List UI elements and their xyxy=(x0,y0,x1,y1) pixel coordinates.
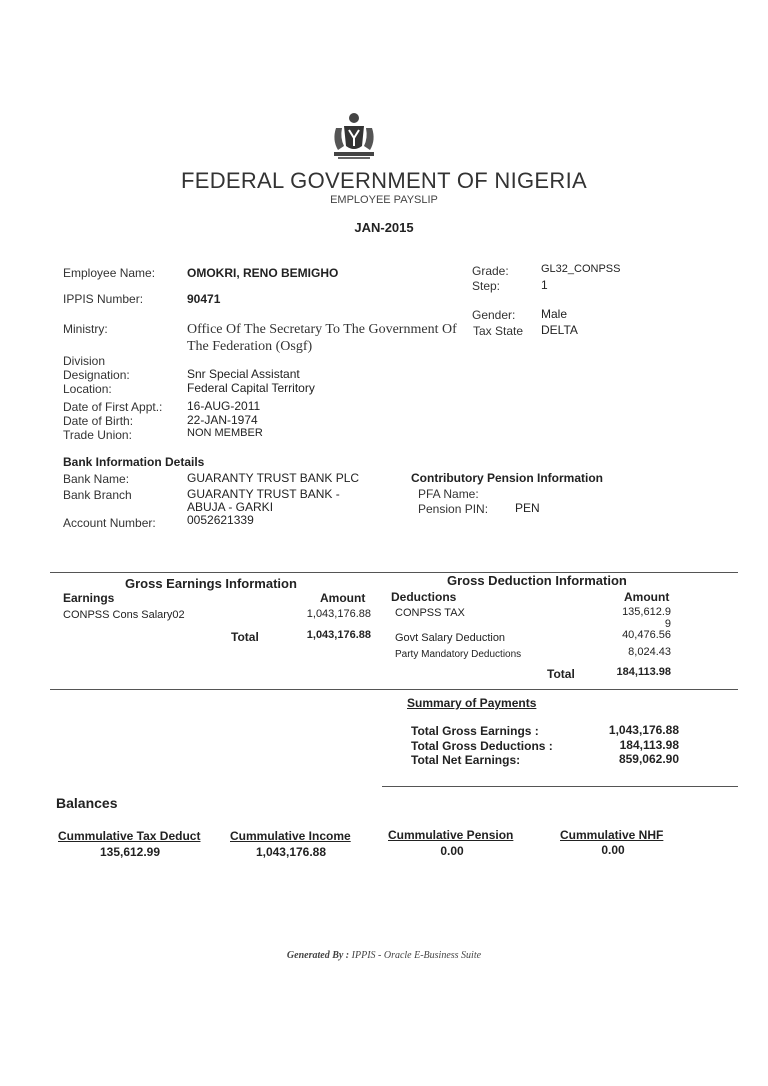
ministry-value-line1: Office Of The Secretary To The Government Of xyxy=(187,322,457,337)
trade-union-value: NON MEMBER xyxy=(187,427,263,439)
cumulative-income-value: 1,043,176.88 xyxy=(255,845,327,859)
grade-label: Grade: xyxy=(472,264,509,278)
cumulative-income-label: Cummulative Income xyxy=(230,829,351,843)
earning-item-amount: 1,043,176.88 xyxy=(306,608,371,620)
location-value: Federal Capital Territory xyxy=(187,381,315,395)
trade-union-label: Trade Union: xyxy=(63,428,132,442)
date-of-birth-label: Date of Birth: xyxy=(63,414,134,428)
deductions-section-title: Gross Deduction Information xyxy=(447,573,627,588)
total-net-earnings-value: 859,062.90 xyxy=(618,752,679,766)
document-type: EMPLOYEE PAYSLIP xyxy=(330,194,438,206)
divider xyxy=(50,689,738,690)
deductions-total-label: Total xyxy=(547,667,575,681)
bank-section-title: Bank Information Details xyxy=(63,455,205,469)
pfa-name-label: PFA Name: xyxy=(418,487,479,501)
first-appointment-label: Date of First Appt.: xyxy=(63,400,163,414)
account-number-label: Account Number: xyxy=(63,516,156,530)
page-title: FEDERAL GOVERNMENT OF NIGERIA xyxy=(181,168,587,193)
earnings-amount-column-header: Amount xyxy=(320,591,366,605)
deductions-amount-column-header: Amount xyxy=(624,590,670,604)
grade-value: GL32_CONPSS xyxy=(541,263,621,275)
total-net-earnings-label: Total Net Earnings: xyxy=(411,753,521,767)
cumulative-nhf-value: 0.00 xyxy=(601,843,625,857)
cumulative-tax-value: 135,612.99 xyxy=(99,845,161,859)
total-gross-deductions-label: Total Gross Deductions : xyxy=(411,739,553,753)
earnings-total-label: Total xyxy=(231,630,259,644)
deductions-total-value: 184,113.98 xyxy=(616,666,671,678)
divider xyxy=(50,572,738,573)
total-gross-deductions-value: 184,113.98 xyxy=(619,738,679,752)
ministry-value-line2: The Federation (Osgf) xyxy=(187,339,313,354)
generated-by-source: IPPIS - Oracle E-Business Suite xyxy=(349,950,482,961)
gender-label: Gender: xyxy=(472,308,516,322)
coat-of-arms-emblem xyxy=(326,110,382,162)
cumulative-nhf-label: Cummulative NHF xyxy=(560,828,664,842)
generated-by-footer xyxy=(0,950,768,961)
bank-branch-label: Bank Branch xyxy=(63,488,132,502)
deduction-item-amount: 135,612.9 xyxy=(622,606,671,618)
earnings-section-title: Gross Earnings Information xyxy=(125,576,297,591)
total-gross-earnings-value: 1,043,176.88 xyxy=(608,723,679,737)
designation-label: Designation: xyxy=(63,368,130,382)
bank-name-value: GUARANTY TRUST BANK PLC xyxy=(187,471,360,485)
division-label: Division xyxy=(63,354,106,368)
tax-state-label: Tax State xyxy=(473,324,524,338)
account-number-value: 0052621339 xyxy=(187,513,254,527)
ippis-number: 90471 xyxy=(187,292,221,306)
divider xyxy=(382,786,738,787)
bank-branch-value-line2: ABUJA - GARKI xyxy=(187,500,274,514)
pension-pin-value: PEN xyxy=(515,501,540,515)
deduction-item-amount-wrap: 9 xyxy=(664,618,671,630)
step-value: 1 xyxy=(541,278,548,292)
employee-name: OMOKRI, RENO BEMIGHO xyxy=(187,266,339,280)
gender-value: Male xyxy=(541,307,568,321)
earning-item-name: CONPSS Cons Salary02 xyxy=(63,609,185,621)
cumulative-pension-value: 0.00 xyxy=(440,844,464,858)
ministry-label: Ministry: xyxy=(63,322,108,336)
total-gross-earnings-label: Total Gross Earnings : xyxy=(411,724,539,738)
bank-name-label: Bank Name: xyxy=(63,472,130,486)
location-label: Location: xyxy=(63,382,112,396)
balances-section-title: Balances xyxy=(56,795,118,811)
ippis-number-label: IPPIS Number: xyxy=(63,292,144,306)
summary-section-title: Summary of Payments xyxy=(407,696,537,710)
earnings-total-value: 1,043,176.88 xyxy=(306,629,371,641)
deduction-item-amount: 8,024.43 xyxy=(628,646,671,658)
bank-branch-value-line1: GUARANTY TRUST BANK - xyxy=(187,487,340,501)
employee-name-label: Employee Name: xyxy=(63,266,156,280)
first-appointment-value: 16-AUG-2011 xyxy=(187,399,261,413)
cumulative-tax-label: Cummulative Tax Deduct xyxy=(58,829,201,843)
pension-section-title: Contributory Pension Information xyxy=(411,471,603,485)
pension-pin-label: Pension PIN: xyxy=(418,502,489,516)
deduction-item-name: Govt Salary Deduction xyxy=(395,632,506,644)
tax-state-value: DELTA xyxy=(541,323,578,337)
generated-by-label: Generated By : xyxy=(286,950,350,961)
earnings-column-header: Earnings xyxy=(63,591,115,605)
cumulative-pension-label: Cummulative Pension xyxy=(388,828,514,842)
deduction-item-name: Party Mandatory Deductions xyxy=(395,649,522,660)
designation-value: Snr Special Assistant xyxy=(187,367,300,381)
deductions-column-header: Deductions xyxy=(391,590,457,604)
deduction-item-amount: 40,476.56 xyxy=(622,629,671,641)
date-of-birth-value: 22-JAN-1974 xyxy=(187,413,258,427)
step-label: Step: xyxy=(472,279,501,293)
pay-period: JAN-2015 xyxy=(354,220,414,235)
deduction-item-name: CONPSS TAX xyxy=(395,607,465,619)
